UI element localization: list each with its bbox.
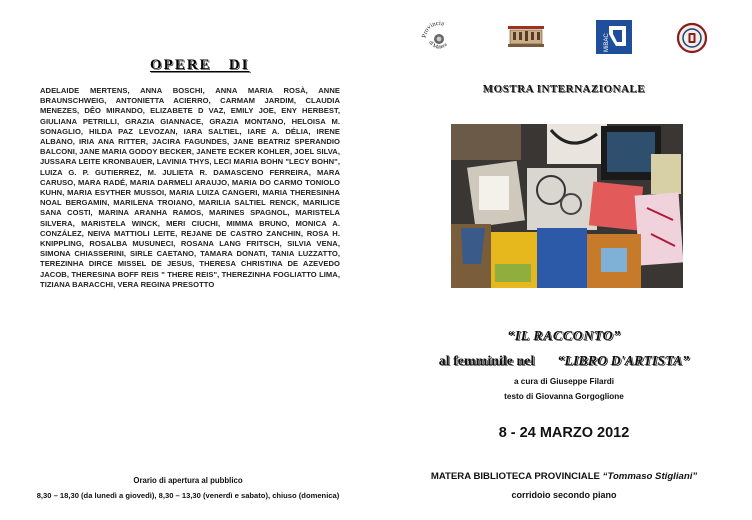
venue-library-name: “Tommaso Stigliani”	[602, 471, 698, 482]
artwork-photo	[451, 124, 683, 288]
mibac-text: MiBAC	[604, 33, 610, 52]
title-racconto: “IL RACCONTO”	[507, 329, 621, 344]
opening-hours-title: Orario di apertura al pubblico	[133, 476, 243, 485]
artists-list: ADELAIDE MERTENS, ANNA BOSCHI, ANNA MARIA ROSÀ, ANNE BRAUNSCHWEIG, ANTONIETTA ACIERRO, CARMAM JARDIM, CLAUDIA MENEZES, DÊO MIRANDO, ELIZABETE D VAZ, EMILY JOE, ENY HERBEST, GIULIANA PETRILLI, GRAZIA GIANNACE, GRAZIA MONTANO, HELOISA M. SONAGLIO, HILDA PAZ LEVOZAN, IARA SALTIEL, IARE A. DÉLIA, IRENE ALBANO, IRIA ANA RITTER, JACIRA FAGUNDES, JANE BEATRIZ SPERANDIO BALCONI, JANE MARIA GODOY BECKER, JANETE ECKER KOHLER, JOEL SILVA, JUSSARA LEITE KRONBAUER, LAVINIA THYS, LECI MARIA BOHN "LECY BOHN", LUIZA G. P. GUTIERREZ, M. JULIETA R. DAMASCENO FERREIRA, MARA CARUSO, MARA RADÉ, MARIA DARMELI ARAUJO, MARIA DO CARMO TONIOLO KUHN, MARIA ESYTHER MUSSOI, MARIA LUIZA CANGERI, MARIA THERESINHA NOAL BERGAMIN, MARILENA TROIANO, MARILIA SALTIEL RENCK, MARILICE SANA COSTI, MARINA ARANHA RAMOS, MARINES SPAGNOL, MARISTELA SILVERA, MARISTELA WINCK, MERI CIUCHI, MIMMA BRUNO, MONICA A. CONZÁLEZ, NEIVA MATTIOLI LEITE, REJANE DE CASTRO ZANCHIN, ROSA H. KNIPPLING, ROSALBA MUSUNECI, ROSANA LANG FRITSCH, SILVIA VENA, SIMONA CHIASSERINI, SIRLE CAETANO, TAMARA DONATI, TANIA LUZZATTO, TEREZINHA DIRCE MISSEL DE JESUS, THERESA CHRISTINA DE AZEVEDO JACOB, THERESINA BOFF REIS " THERE REIS", THEREZINHA FOGLIATTO LIMA, TIZIANA BARACCHI, VERA REGINA PRESOTTO	[40, 86, 340, 289]
opening-hours-text: 8,30 – 18,30 (da lunedì a giovedì), 8,30 – 13,30 (venerdì e sabato), chiuso (domenica)	[36, 491, 340, 500]
biblioteca-building-logo	[506, 22, 546, 50]
mibac-logo	[596, 20, 632, 54]
mostra-heading: MOSTRA INTERNAZIONALE	[482, 83, 646, 95]
curator-credit: a cura di Giuseppe Filardi	[513, 377, 615, 386]
title-libro-artista: “LIBRO D'ARTISTA”	[557, 354, 690, 369]
title-femminile	[376, 354, 752, 370]
seal-logo	[676, 22, 708, 54]
provincia-matera-logo	[420, 18, 458, 56]
svg-text:Provincia: Provincia	[420, 19, 445, 39]
venue-location: corridoio secondo piano	[511, 490, 617, 500]
right-panel	[376, 0, 752, 520]
venue-line	[376, 471, 752, 482]
svg-text:di Matera: di Matera	[427, 39, 449, 51]
logo-row	[376, 18, 752, 58]
text-credit: testo di Giovanna Gorgoglione	[504, 392, 624, 401]
opere-title: OPERE DI	[150, 57, 250, 73]
venue-prefix: MATERA BIBLIOTECA PROVINCIALE	[430, 471, 600, 482]
title-femminile-prefix: al femminile nel	[438, 354, 535, 369]
exhibition-dates: 8 - 24 MARZO 2012	[498, 425, 630, 441]
